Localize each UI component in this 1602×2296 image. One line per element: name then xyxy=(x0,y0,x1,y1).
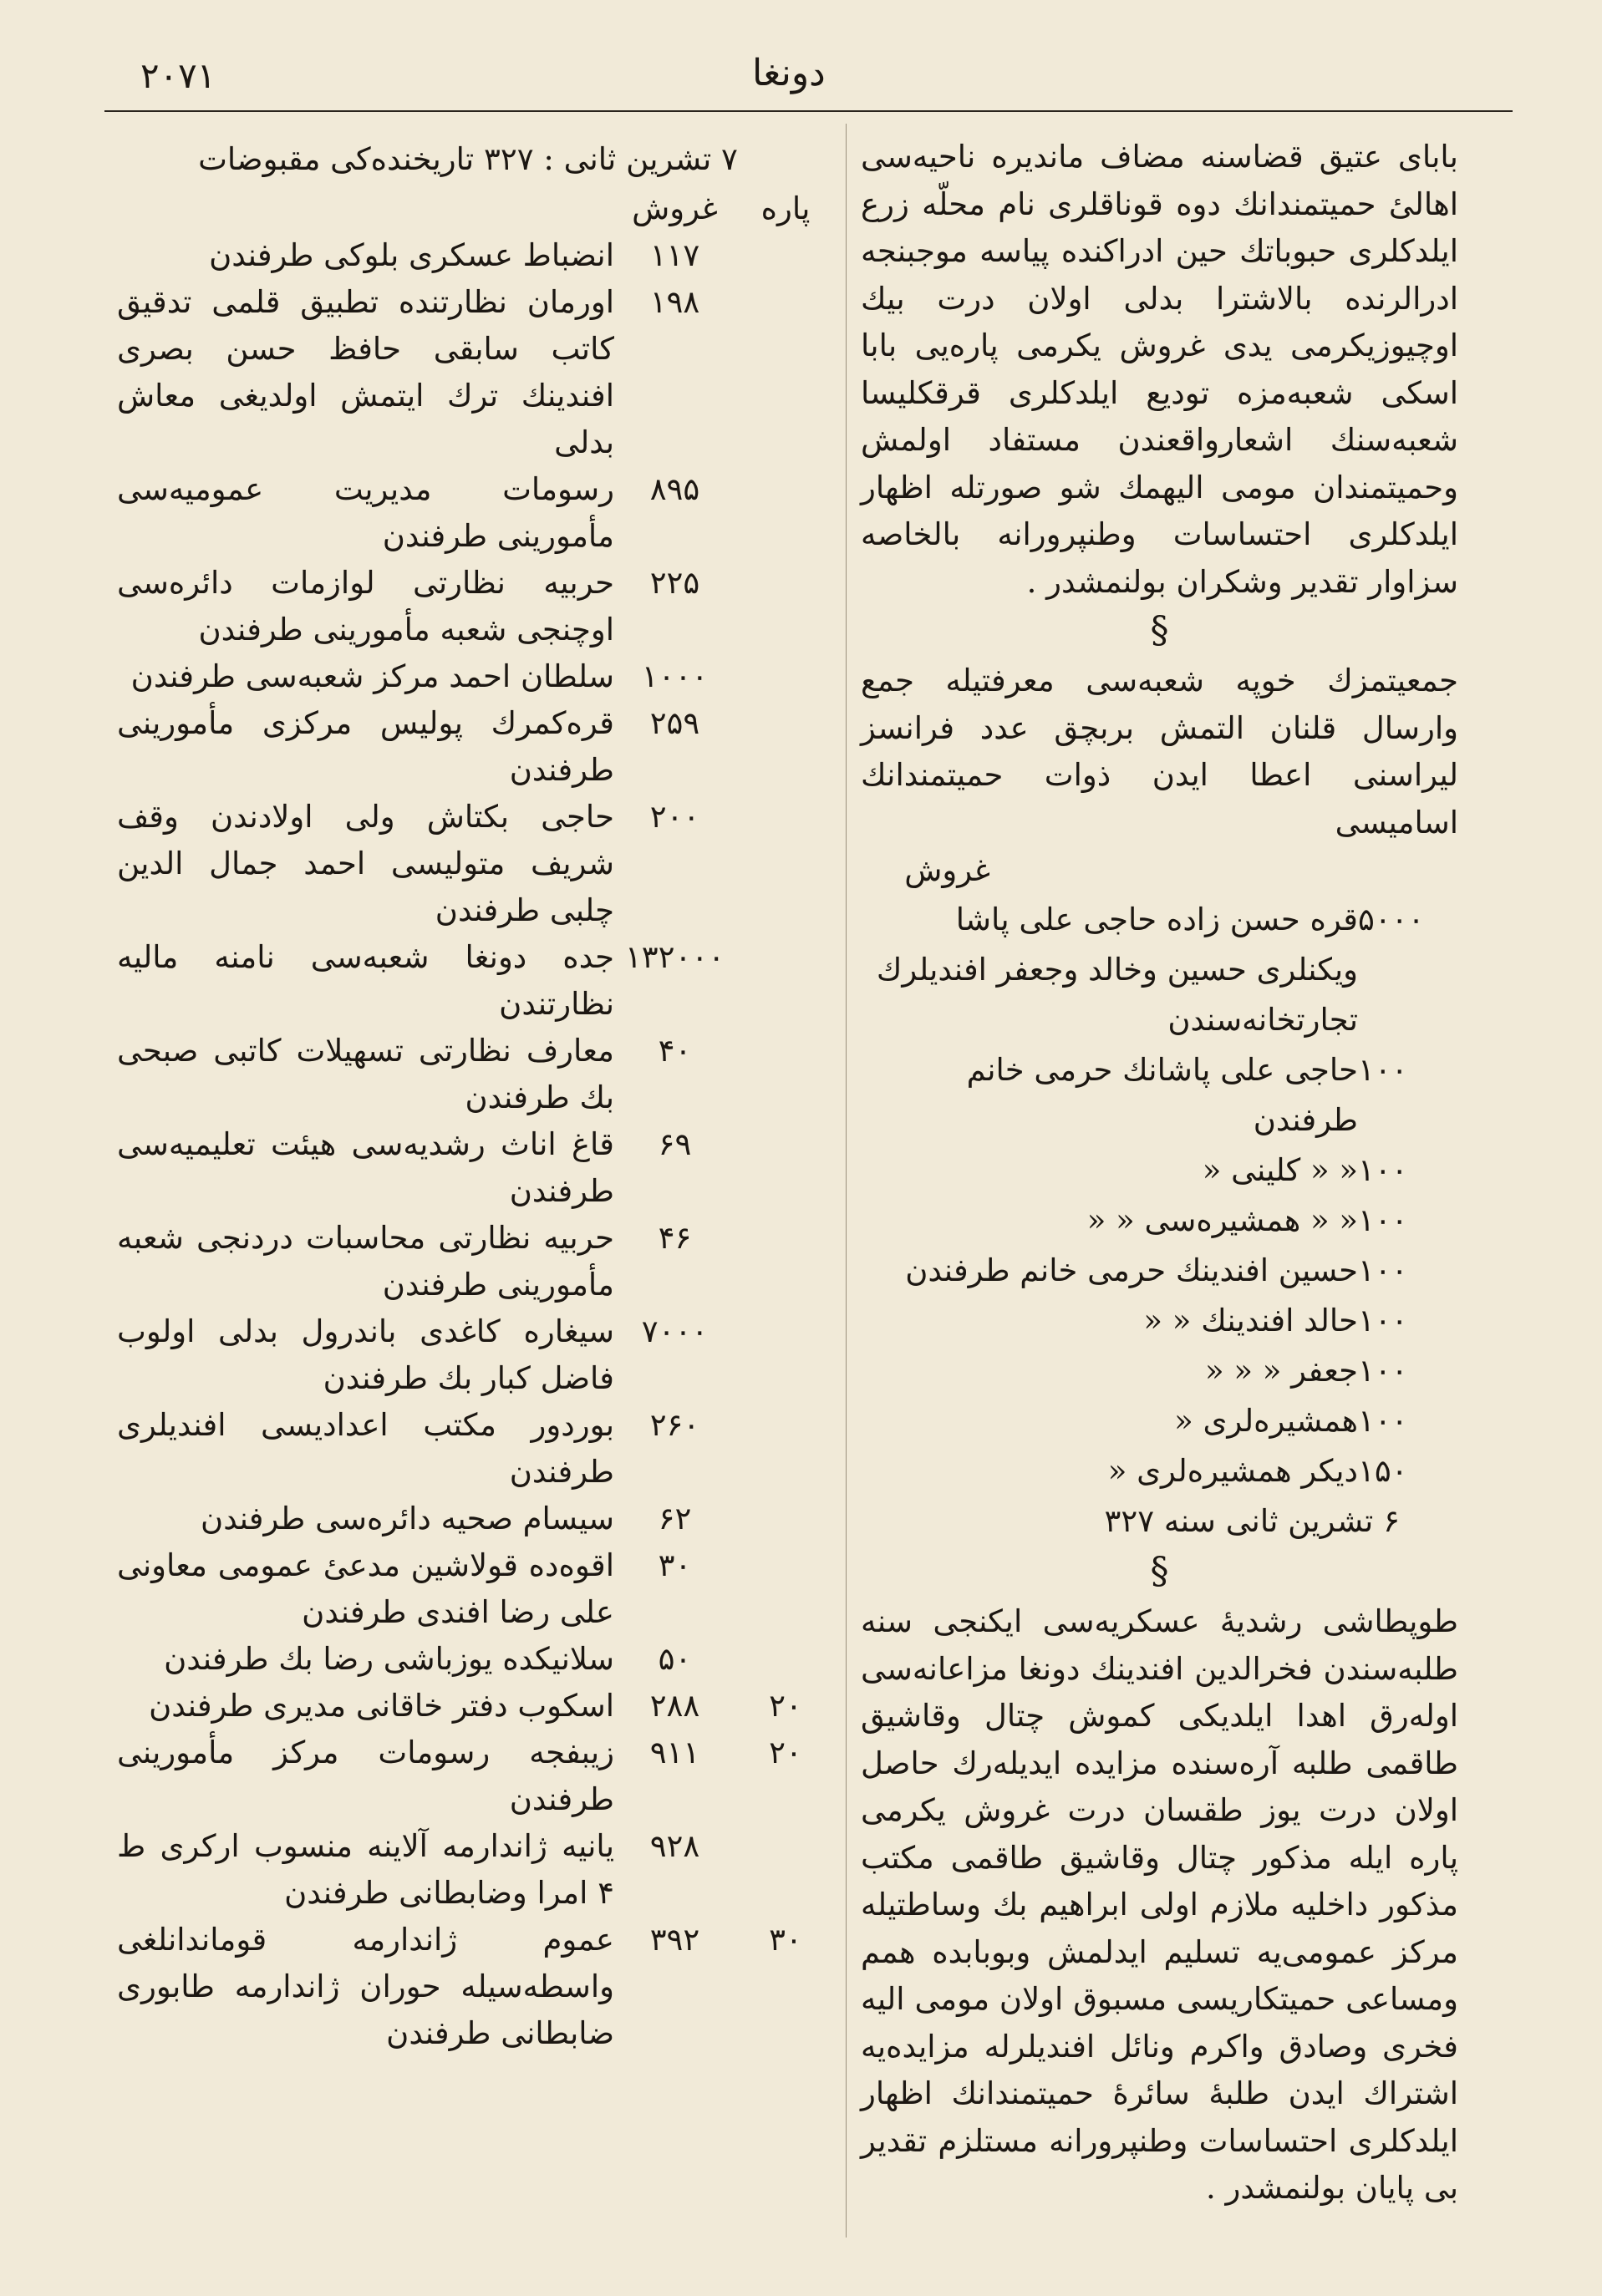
receipt-kurus: ۷۰۰۰ xyxy=(641,1313,709,1349)
receipt-kurus: ۱۰۰۰ xyxy=(641,658,709,694)
donor-name: حسین افندینك حرمی خانم طرفندن xyxy=(905,1252,1358,1288)
donor-row xyxy=(861,1346,1458,1396)
receipt-row xyxy=(117,279,836,466)
article-paragraph: جمعیتمزك خوپه شعبه‌سی معرفتیله جمع وارسال قلنان التمش بربچق عدد فرانسز لیراسنی اعطا ایدن ذوات حمیتمندانك اسامیسی xyxy=(861,663,1458,841)
receipt-description: عموم ژاندارمه قوماندانلغی واسطه‌سیله حوران ژاندارمه طابوری ضابطانی طرفندن xyxy=(117,1922,614,2051)
article-paragraph: بابای عتیق قضاسنه مضاف ماندیره ناحیه‌سی اهالیٔ حمیتمندانك دوه قوناقلری نام محلّه زرع ایلدكلری حبوباتك حین ادراكنده پیاسه موجبنجه ادرالرنده بالاشترا بدلی اولان درت بیك اوچیوزیكرمی یدی غروش یكرمی پاره‌یی بابا اسكی شعبه‌مزه تودیع ایلدكلری قرقكلیسا شعبه‌سنك اشعارواقعندن مستفاد اولمش وحمیتمندان مومی الیهمك شو صورتله اظهار ایلدكلری احتساسات وطنپرورانه بالخاصه سزاوار تقدیر وشكران بولنمشدر . xyxy=(861,139,1458,600)
unit-para-label: پاره xyxy=(760,190,811,226)
donor-name: « « همشیره‌سی « « xyxy=(1086,1202,1358,1238)
units-header-row xyxy=(117,185,836,232)
receipt-kurus: ۲۰۰ xyxy=(649,799,700,835)
donor-name: حالد افندینك « « xyxy=(1143,1303,1358,1338)
receipt-description: سلطان احمد مركز شعبه‌سی طرفندن xyxy=(130,658,614,694)
receipt-row xyxy=(117,1917,836,2057)
receipt-row xyxy=(117,1121,836,1215)
receipt-kurus: ۶۹ xyxy=(658,1126,692,1162)
receipt-description: بوردور مكتب اعدادیسی افندیلری طرفندن xyxy=(117,1407,614,1490)
receipt-description: اورمان نظارتنده تطبیق قلمی تدقیق كاتب سابقی حافظ حسن بصری افندینك ترك ایتمش اولدیغی معاش بدلی xyxy=(117,284,614,460)
receipt-kurus: ۱۹۸ xyxy=(649,284,700,320)
donor-name: « « كلینی « xyxy=(1202,1152,1358,1188)
donor-amount: ۱۰۰ xyxy=(1358,1252,1408,1288)
receipt-row xyxy=(117,700,836,794)
right-column xyxy=(861,134,1458,2212)
receipt-row xyxy=(117,1215,836,1308)
receipt-description: جده دونغا شعبه‌سی نامنه مالیه نظارتندن xyxy=(117,939,614,1022)
donor-row xyxy=(861,1196,1458,1246)
receipt-row xyxy=(117,1636,836,1683)
receipt-kurus: ۲۸۸ xyxy=(649,1688,700,1724)
receipt-row xyxy=(117,1028,836,1121)
receipt-description: اقوه‌ده قولاشین مدعیٔ عمومی معاونی علی رضا افندی طرفندن xyxy=(117,1547,614,1630)
receipt-kurus: ۲۵۹ xyxy=(649,705,700,741)
receipt-description: رسومات مدیریت عمومیه‌سی مأمورینی طرفندن xyxy=(117,471,614,554)
donor-amount: ۱۰۰ xyxy=(1358,1303,1408,1338)
column-divider xyxy=(846,124,847,2238)
receipt-kurus: ۱۳۲۰۰۰ xyxy=(624,939,725,975)
running-title: دونغا xyxy=(752,52,826,94)
receipt-description: حربیه نظارتی محاسبات دردنجی شعبه مأمورینی طرفندن xyxy=(117,1220,614,1303)
receipt-row xyxy=(117,934,836,1028)
receipt-kurus: ۴۰ xyxy=(658,1033,692,1069)
donor-name: حاجی علی پاشانك حرمی خانم طرفندن xyxy=(966,1052,1358,1138)
left-column xyxy=(117,134,836,2057)
receipt-kurus: ۶۲ xyxy=(658,1501,692,1537)
receipt-para: ۲۰ xyxy=(769,1688,802,1724)
receipt-row xyxy=(117,1542,836,1636)
receipt-description: سیسام صحیه دائره‌سی طرفندن xyxy=(201,1501,614,1537)
receipt-kurus: ۳۰ xyxy=(658,1547,692,1583)
section-mark: § xyxy=(1150,609,1169,652)
donor-name: دیكر همشیره‌لری « xyxy=(1107,1453,1358,1489)
donor-amount: ۱۰۰ xyxy=(1358,1403,1408,1439)
article-paragraph: طوپطاشی رشدیهٔ عسكریه‌سی ایكنجی سنه طلبه‌سندن فخرالدین افندینك دونغا مزاعانه‌سی اوله‌رق اهدا ایلدیكی كموش چتال وقاشیق طاقمی طلبه آره‌سنده مزایده ایدیله‌رك حاصل اولان درت یوز طقسان درت غروش یكرمی پاره ایله مذكور چتال وقاشیق طاقمی مكتب مذكور داخلیه ملازم اولی ابراهیم بك وساطتیله مركز عمومی‌یه تسلیم ایدلمش وبوبابده همم ومساعی حمیتكاریسی مسبوق اولان مومی الیه فخری وصادق واكرم ونائل افندیلرله مزایده‌یه اشتراك ایدن طلبهٔ سائرهٔ حمیتمندانك اظهار ایلدكلری احتساسات وطنپرورانه مستلزم تقدیر بی پایان بولنمشدر . xyxy=(861,1603,1458,2206)
receipt-description: سلانیكده یوزباشی رضا بك طرفندن xyxy=(164,1641,614,1677)
receipt-description: یانیه ژاندارمه آلاینه منسوب اركری ط ۴ امرا وضابطانی طرفندن xyxy=(117,1828,614,1911)
receipt-kurus: ۹۱۱ xyxy=(649,1735,700,1770)
receipt-row xyxy=(117,1823,836,1917)
donor-amount: ۱۰۰ xyxy=(1358,1052,1408,1088)
donor-list xyxy=(861,895,1458,1496)
receipt-row xyxy=(117,1402,836,1496)
receipt-kurus: ۵۰ xyxy=(658,1641,692,1677)
donor-row xyxy=(861,1296,1458,1346)
donor-row xyxy=(861,1045,1458,1145)
receipt-row xyxy=(117,466,836,560)
donor-amount: ۵۰۰۰ xyxy=(1358,902,1425,937)
page-number: ۲۰۷۱ xyxy=(140,55,216,96)
receipt-kurus: ۲۲۵ xyxy=(649,565,700,601)
receipt-row xyxy=(117,1308,836,1402)
date-line: ۶ تشرین ثانی سنه ۳۲۷ xyxy=(1104,1503,1400,1539)
receipt-kurus: ۸۹۵ xyxy=(649,471,700,507)
donor-amount: ۱۵۰ xyxy=(1358,1453,1408,1489)
receipt-description: سیغاره كاغدی باندرول بدلی اولوب فاضل كبار بك طرفندن xyxy=(117,1313,614,1396)
receipt-row xyxy=(117,560,836,653)
receipt-description: قاغ اناث رشدیه‌سی هیئت تعلیمیه‌سی طرفندن xyxy=(117,1126,614,1209)
receipt-kurus: ۲۶۰ xyxy=(649,1407,700,1443)
donor-row xyxy=(861,895,1458,1045)
donor-name: همشیره‌لری « xyxy=(1174,1403,1358,1439)
donor-row xyxy=(861,1246,1458,1296)
receipt-description: حربیه نظارتی لوازمات دائره‌سی اوچنجی شعبه مأمورینی طرفندن xyxy=(117,565,614,648)
receipt-row xyxy=(117,653,836,700)
section-mark: § xyxy=(1150,1550,1169,1592)
donor-amount: ۱۰۰ xyxy=(1358,1202,1408,1238)
receipt-row xyxy=(117,1496,836,1542)
receipt-description: حاجی بكتاش ولی اولادندن وقف شریف متولیسی احمد جمال الدین چلبی طرفندن xyxy=(117,799,614,928)
header-rule xyxy=(104,110,1513,112)
receipt-kurus: ۴۶ xyxy=(658,1220,692,1256)
receipt-row xyxy=(117,794,836,934)
receipt-para: ۳۰ xyxy=(769,1922,802,1958)
receipt-row xyxy=(117,1730,836,1823)
donor-amount: ۱۰۰ xyxy=(1358,1353,1408,1389)
page-header xyxy=(0,0,1602,117)
donor-name: جعفر « « « xyxy=(1204,1353,1358,1389)
receipt-kurus: ۱۱۷ xyxy=(649,237,700,273)
receipt-row xyxy=(117,1683,836,1730)
receipt-description: انضباط عسكری بلوكی طرفندن xyxy=(209,237,614,273)
donor-row xyxy=(861,1446,1458,1496)
unit-label: غروش xyxy=(904,852,990,888)
receipt-row xyxy=(117,232,836,279)
receipt-description: اسكوب دفتر خاقانی مدیری طرفندن xyxy=(149,1688,614,1724)
receipt-description: قره‌كمرك پولیس مركزی مأمورینی طرفندن xyxy=(117,705,614,788)
receipt-kurus: ۹۲۸ xyxy=(649,1828,700,1864)
receipt-para: ۲۰ xyxy=(769,1735,802,1770)
donor-row xyxy=(861,1145,1458,1196)
receipt-kurus: ۳۹۲ xyxy=(649,1922,700,1958)
donor-name: قره حسن زاده حاجی علی پاشا ویكنلری حسین وخالد وجعفر افندیلرك تجارتخانه‌سندن xyxy=(876,902,1358,1038)
receipts-heading: ۷ تشرین ثانی : ۳۲۷ تاریخنده‌كی مقبوضات xyxy=(198,141,738,177)
donor-row xyxy=(861,1396,1458,1446)
donor-amount: ۱۰۰ xyxy=(1358,1152,1408,1188)
receipt-description: زیبفجه رسومات مركز مأمورینی طرفندن xyxy=(117,1735,614,1817)
unit-kurus-label: غروش xyxy=(632,190,718,226)
receipt-description: معارف نظارتی تسهیلات كاتبی صبحی بك طرفندن xyxy=(117,1033,614,1115)
